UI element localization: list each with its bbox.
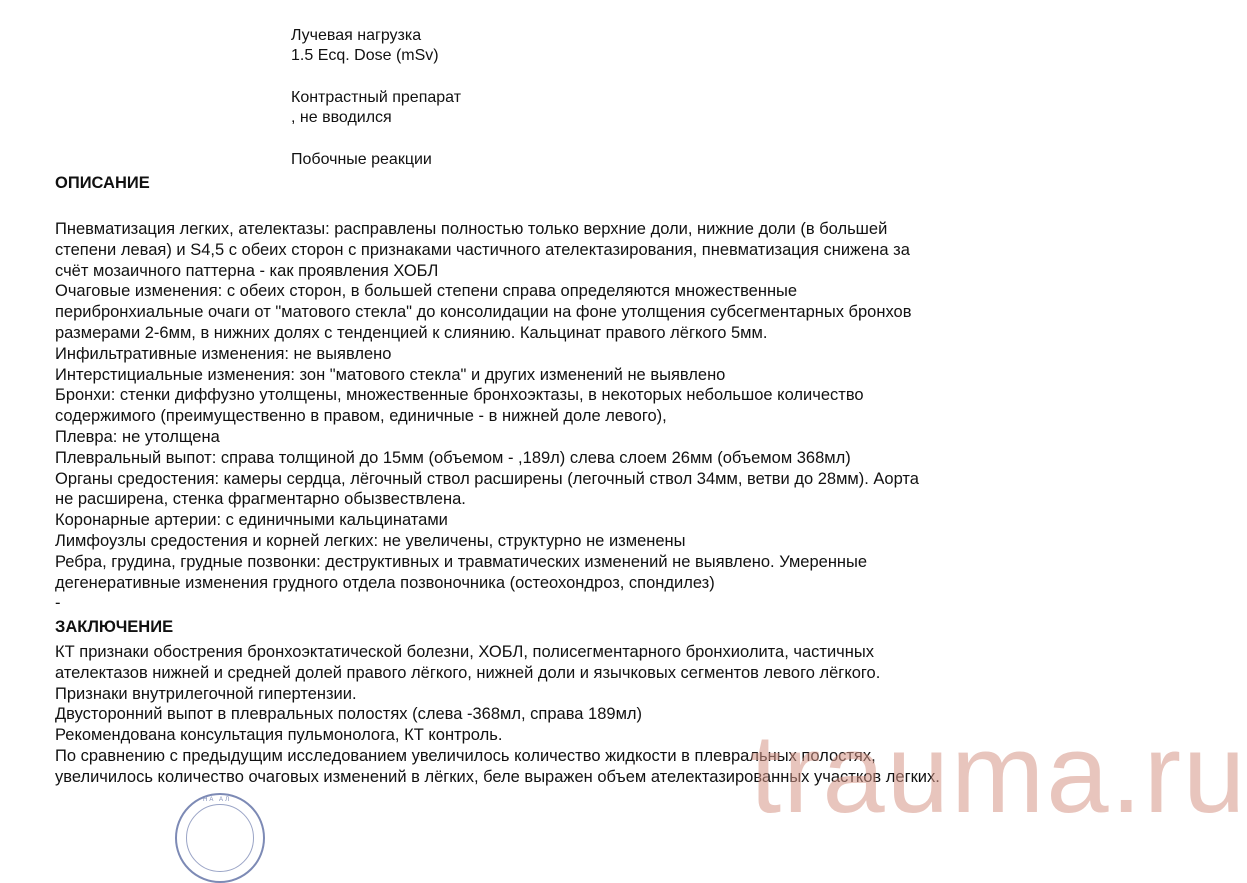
- description-line: Органы средостения: камеры сердца, лёгочный ствол расширены (легочный ствол 34мм, ветви до 28мм). Аорта: [55, 469, 919, 488]
- conclusion-body: [55, 642, 940, 788]
- description-body: [55, 219, 919, 614]
- description-line: дегенеративные изменения грудного отдела позвоночника (остеохондроз, спондилез): [55, 573, 715, 592]
- stamp: [175, 793, 265, 883]
- description-line: Инфильтративные изменения: не выявлено: [55, 344, 392, 363]
- watermark: trauma.ru: [750, 711, 1247, 836]
- conclusion-line: Рекомендована консультация пульмонолога, КТ контроль.: [55, 726, 503, 745]
- description-line: Очаговые изменения: с обеих сторон, в большей степени справа определяются множественные: [55, 282, 798, 301]
- description-line: Лимфоузлы средостения и корней легких: не увеличены, структурно не изменены: [55, 531, 686, 550]
- dose-value: 1.5 Ecq. Dose (mSv): [291, 47, 439, 64]
- description-line: Ребра, грудина, грудные позвонки: деструктивных и травматических изменений не выявлено. Умеренные: [55, 552, 868, 571]
- stamp-text: НА АЛ: [203, 797, 232, 803]
- description-line: Бронхи: стенки диффузно утолщены, множественные бронхоэктазы, в некоторых небольшое количество: [55, 386, 864, 405]
- description-line: содержимого (преимущественно в правом, единичные - в нижней доле левого),: [55, 407, 667, 426]
- description-line: Пневматизация легких, ателектазы: расправлены полностью только верхние доли, нижние доли (в большей: [55, 220, 888, 238]
- conclusion-line: По сравнению с предыдущим исследованием увеличилось количество жидкости в плевральных полостях,: [55, 746, 876, 765]
- description-line: Плевра: не утолщена: [55, 427, 220, 446]
- description-line: счёт мозаичного паттерна - как проявления ХОБЛ: [55, 261, 439, 280]
- description-line: размерами 2-6мм, в нижних долях с тенденцией к слиянию. Кальцинат правого лёгкого 5мм.: [55, 323, 768, 342]
- description-title: ОПИСАНИЕ: [55, 174, 150, 192]
- description-line: Интерстициальные изменения: зон "матового стекла" и других изменений не выявлено: [55, 365, 726, 384]
- contrast-value: , не вводился: [291, 109, 392, 126]
- contrast-label: Контрастный препарат: [291, 89, 462, 106]
- conclusion-title: ЗАКЛЮЧЕНИЕ: [55, 618, 174, 636]
- conclusion-line: КТ признаки обострения бронхоэктатической болезни, ХОБЛ, полисегментарного бронхиолита, частичных: [55, 643, 874, 661]
- description-line: перибронхиальные очаги от "матового стекла" до консолидации на фоне утолщения субсегментарных бронхов: [55, 303, 912, 322]
- conclusion-line: увеличилось количество очаговых изменений в лёгких, беле выражен объем ателектазированных участков легких.: [55, 767, 940, 786]
- description-line: не расширена, стенка фрагментарно обызвествлена.: [55, 490, 466, 509]
- conclusion-line: Двусторонний выпот в плевральных полостях (слева -368мл, справа 189мл): [55, 705, 643, 724]
- dose-label: Лучевая нагрузка: [291, 27, 422, 44]
- description-line: Плевральный выпот: справа толщиной до 15мм (объемом - ,189л) слева слоем 26мм (объемом 368мл): [55, 448, 851, 467]
- description-line: Коронарные артерии: с единичными кальцинатами: [55, 511, 448, 530]
- side-effects-label: Побочные реакции: [291, 151, 432, 168]
- conclusion-line: Признаки внутрилегочной гипертензии.: [55, 684, 357, 703]
- description-line: -: [55, 594, 61, 613]
- stamp-inner-ring: [186, 804, 254, 872]
- conclusion-line: ателектазов нижней и средней долей правого лёгкого, нижней доли и язычковых сегментов левого лёгкого.: [55, 663, 881, 682]
- description-line: степени левая) и S4,5 с обеих сторон с признаками частичного ателектазирования, пневматизация снижена за: [55, 240, 910, 259]
